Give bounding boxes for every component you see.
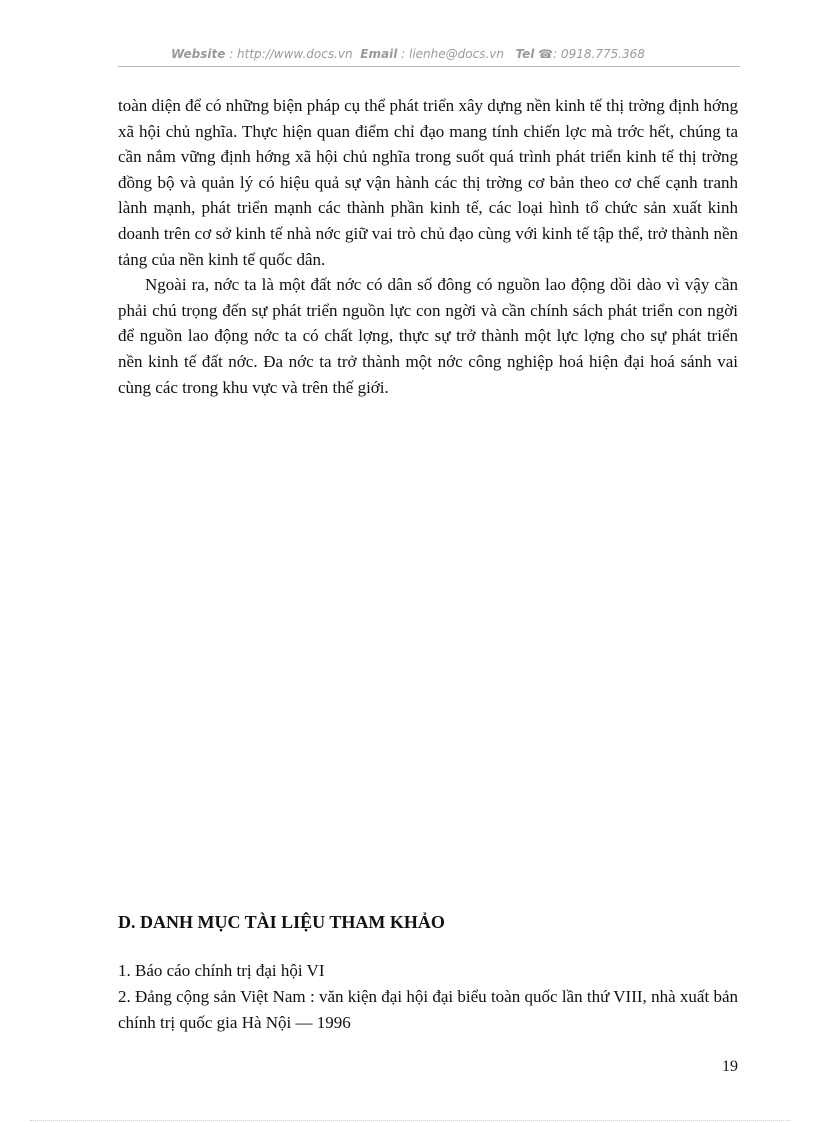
- footer-divider: [30, 1120, 790, 1121]
- page-number: 19: [722, 1058, 738, 1075]
- document-body: [118, 93, 738, 400]
- phone-icon: ☎: [538, 47, 554, 61]
- email-label: Email: [360, 47, 398, 61]
- section-title: D. DANH MỤC TÀI LIỆU THAM KHẢO: [118, 912, 445, 932]
- reference-item: 1. Báo cáo chính trị đại hội VI: [118, 961, 325, 980]
- paragraph-2: Ngoài ra, nớc ta là một đất nớc có dân số đông có nguồn lao động dồi dào vì vậy cần phải chú trọng đến sự phát triển nguồn lực con ngời và cần chính sách phát triển con ngời để nguồn lao động nớc ta có chất lợng, thực sự trở thành một lực lợng cho sự phát triển nền kinh tế đất nớc. Đa nớc ta trở thành một nớc công nghiệp hoá hiện đại hoá sánh vai cùng các trong khu vực và trên thế giới.: [118, 275, 738, 397]
- website-url: : http://www.docs.vn: [229, 47, 353, 61]
- website-label: Website: [171, 47, 226, 61]
- reference-item: 2. Đảng cộng sản Việt Nam : văn kiện đại hội đại biểu toàn quốc lần thứ VIII, nhà xuất bản chính trị quốc gia Hà Nội — 1996: [118, 987, 738, 1032]
- reference-list: [118, 958, 738, 1036]
- tel-label: Tel: [515, 47, 535, 61]
- page-header: [0, 47, 816, 61]
- tel-number: : 0918.775.368: [553, 47, 645, 61]
- header-divider: [118, 66, 740, 67]
- email-address: : lienhe@docs.vn: [401, 47, 504, 61]
- paragraph-1: toàn diện để có những biện pháp cụ thể phát triển xây dựng nền kinh tế thị trờng định hớng xã hội chủ nghĩa. Thực hiện quan điểm chỉ đạo mang tính chiến lợc mà trớc hết, chúng ta cần nắm vững định hớng xã hội chủ nghĩa trong suốt quá trình phát triển kinh tế thị trờng đồng bộ và quản lý có hiệu quả sự vận hành các thị trờng cơ bản theo cơ chế cạnh tranh lành mạnh, phát triển mạnh các thành phần kinh tế, các loại hình tổ chức sản xuất kinh doanh trên cơ sở kinh tế nhà nớc giữ vai trò chủ đạo cùng với kinh tế tập thể, trở thành nền tảng của nền kinh tế quốc dân.: [118, 96, 738, 269]
